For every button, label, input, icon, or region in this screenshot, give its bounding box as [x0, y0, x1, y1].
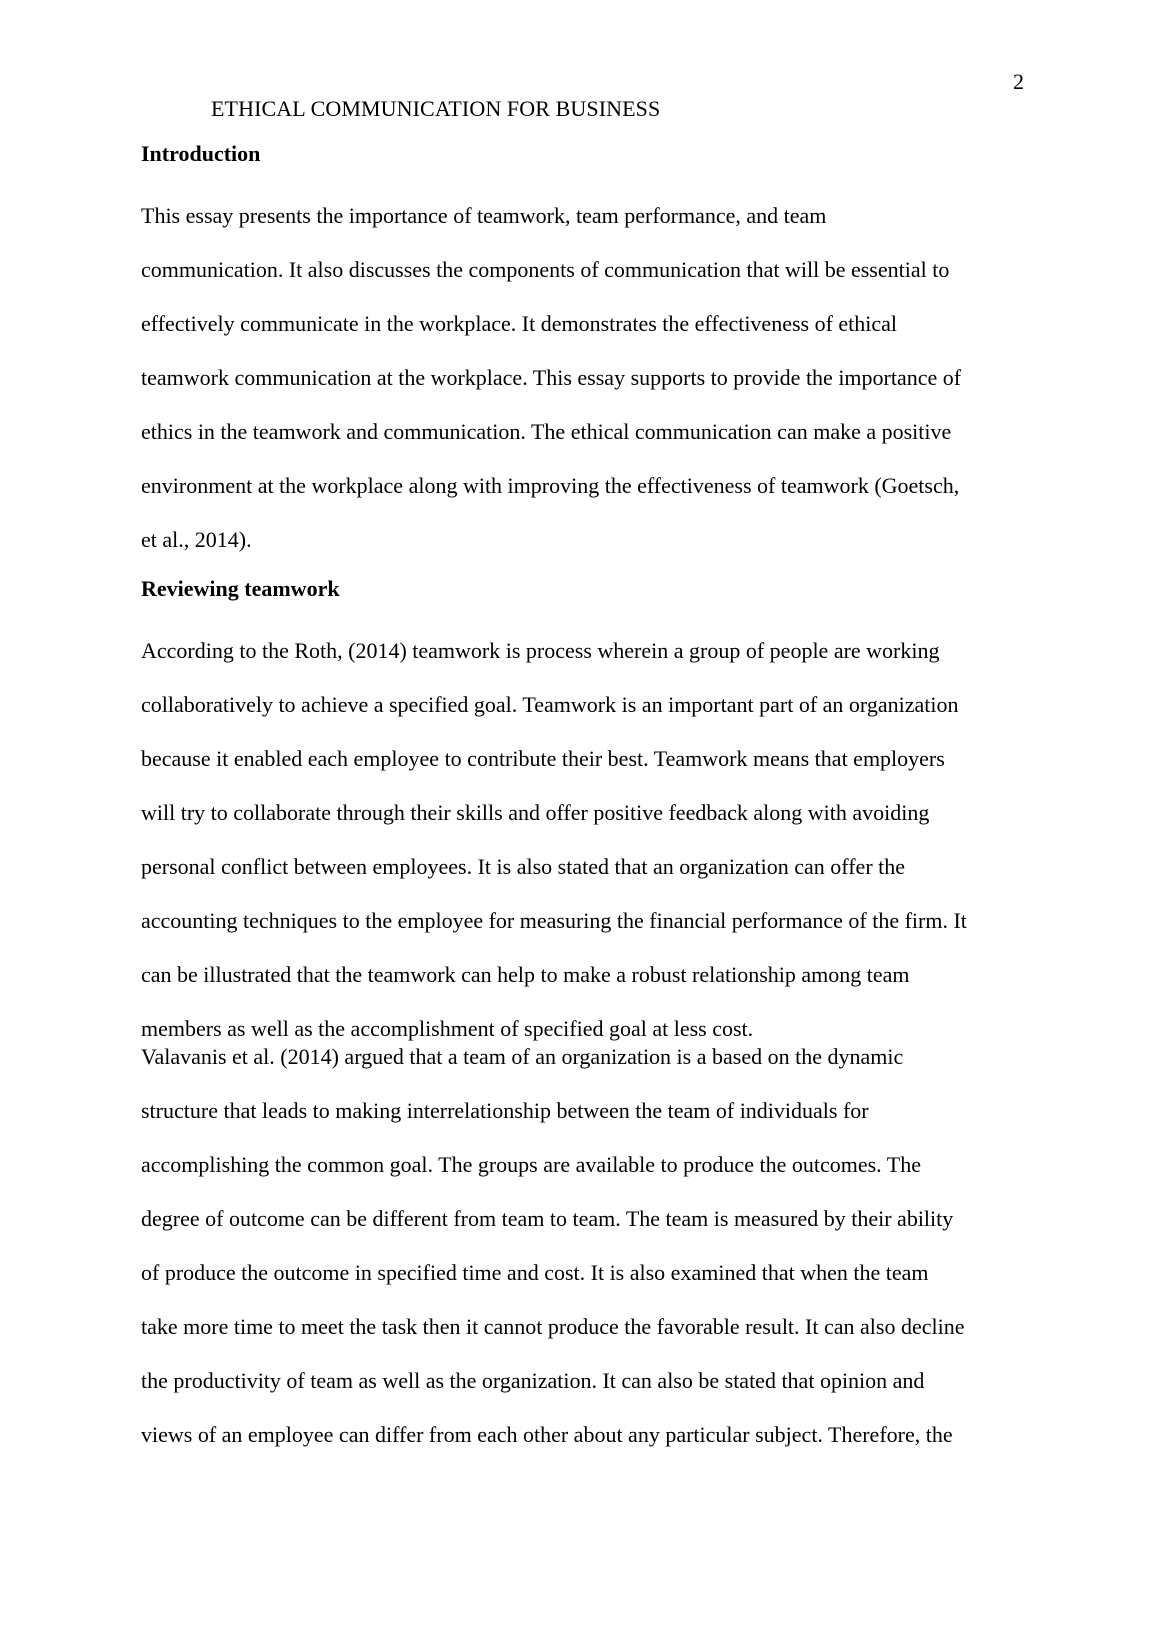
text-line: According to the Roth, (2014) teamwork is process wherein a group of people are working [141, 638, 940, 663]
text-line: ethics in the teamwork and communication. The ethical communication can make a positive [141, 419, 952, 444]
text-line: structure that leads to making interrelationship between the team of individuals for [141, 1098, 869, 1123]
text-line: Valavanis et al. (2014) argued that a team of an organization is a based on the dynamic [141, 1044, 904, 1069]
text-line: will try to collaborate through their skills and offer positive feedback along with avoiding [141, 800, 930, 825]
text-line: of produce the outcome in specified time and cost. It is also examined that when the team [141, 1260, 929, 1285]
text-line: members as well as the accomplishment of specified goal at less cost. [141, 1016, 754, 1041]
text-line: teamwork communication at the workplace. This essay supports to provide the importance of [141, 365, 962, 390]
text-line: environment at the workplace along with improving the effectiveness of teamwork (Goetsch, [141, 473, 960, 498]
text-line: the productivity of team as well as the organization. It can also be stated that opinion and [141, 1368, 925, 1393]
text-line: accomplishing the common goal. The groups are available to produce the outcomes. The [141, 1152, 921, 1177]
running-head: ETHICAL COMMUNICATION FOR BUSINESS [211, 96, 661, 121]
paragraph-teamwork-definition [141, 624, 1037, 1056]
text-line: degree of outcome can be different from team to team. The team is measured by their ability [141, 1206, 954, 1231]
section-heading-reviewing-teamwork: Reviewing teamwork [141, 576, 340, 601]
text-line: take more time to meet the task then it cannot produce the favorable result. It can also decline [141, 1314, 965, 1339]
text-line: accounting techniques to the employee for measuring the financial performance of the firm. It [141, 908, 967, 933]
text-line: This essay presents the importance of teamwork, team performance, and team [141, 203, 827, 228]
section-heading-introduction: Introduction [141, 141, 261, 166]
text-line: because it enabled each employee to contribute their best. Teamwork means that employers [141, 746, 945, 771]
text-line: effectively communicate in the workplace. It demonstrates the effectiveness of ethical [141, 311, 898, 336]
text-line: communication. It also discusses the components of communication that will be essential to [141, 257, 950, 282]
paragraph-team-structure [141, 1030, 1037, 1462]
document-body [141, 138, 1037, 1462]
text-line: can be illustrated that the teamwork can help to make a robust relationship among team [141, 962, 910, 987]
text-line: personal conflict between employees. It is also stated that an organization can offer the [141, 854, 906, 879]
page-number: 2 [1013, 69, 1024, 94]
paragraph-introduction [141, 189, 1037, 567]
text-line: views of an employee can differ from each other about any particular subject. Therefore, the [141, 1422, 953, 1447]
text-line: et al., 2014). [141, 527, 252, 552]
text-line: collaboratively to achieve a specified goal. Teamwork is an important part of an organization [141, 692, 959, 717]
